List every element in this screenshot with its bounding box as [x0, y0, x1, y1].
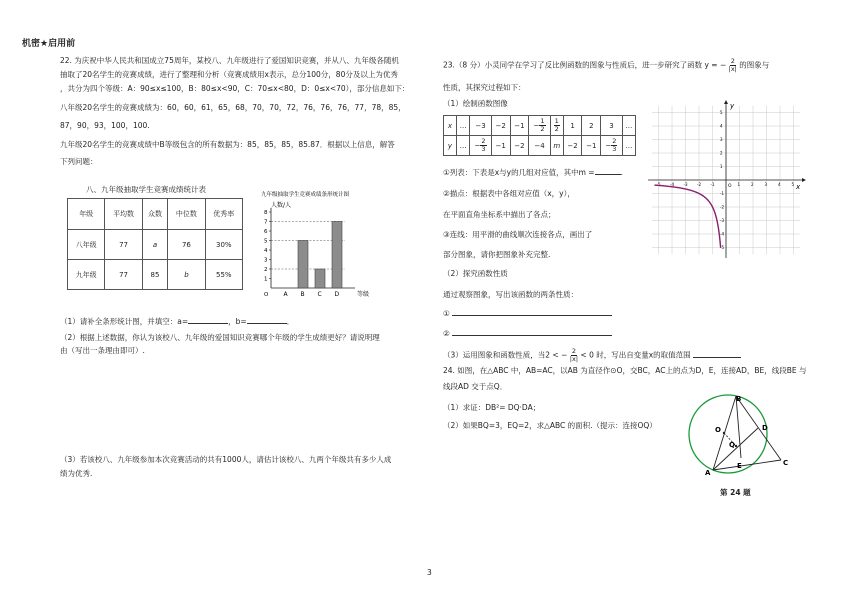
num: 1	[554, 117, 559, 125]
page-number: 3	[427, 568, 432, 577]
y-tick-label: 5	[720, 110, 723, 115]
q22-line-3: ，共分为四个等级：A：90≤x≤100，B：80≤x<90，C：70≤x<80，D：0≤x<70），部分信息如下：	[60, 84, 410, 93]
th-median: 中位数	[168, 199, 205, 230]
step3-a: （3）运用图象和函数性质，当2 < −	[443, 350, 568, 360]
circle-o	[689, 395, 767, 473]
part1-end: ．	[286, 317, 295, 326]
x-tick-label: C	[317, 291, 322, 298]
part1-a-label: （1）请补全条形统计图，并填空：a=	[60, 317, 189, 326]
cell: …	[622, 116, 635, 136]
graph-y-label: y	[730, 102, 735, 110]
th-grade: 年级	[68, 199, 105, 230]
cell: −2	[510, 136, 529, 156]
cell-neg-two-thirds	[470, 136, 492, 156]
fn-den: |x|	[728, 65, 737, 73]
cell-neg-half	[529, 116, 551, 136]
y-tick-label: 2	[720, 150, 723, 156]
circle-1: ①	[443, 309, 450, 318]
cell-neg-two-thirds	[601, 136, 623, 156]
cell: −3	[470, 116, 492, 136]
x-tick-label: 2	[751, 182, 754, 187]
x-header: x	[444, 116, 457, 136]
frac	[554, 118, 560, 133]
x-tick-label: A	[283, 291, 288, 298]
cell: −1	[491, 136, 510, 156]
part1-b-label: ，b=	[228, 317, 247, 326]
y-tick-label: 1	[264, 276, 268, 283]
fn-den: |x|	[569, 355, 579, 363]
q24-line-2: 线段AD 交于点Q．	[443, 382, 508, 391]
den: 2	[554, 125, 559, 133]
x-tick-label: D	[334, 291, 340, 298]
q22-line-1: 22. 为庆祝中华人民共和国成立75周年，某校八、九年级进行了爱国知识竞赛，并从八、九年级各随机	[60, 56, 399, 65]
cell: 55%	[205, 260, 242, 290]
property-1	[443, 309, 612, 319]
q22-line-5: 87，90，93，100，100.	[60, 121, 150, 130]
q22-line-6: 九年级20名学生的竞赛成绩中B等级包含的所有数据为：85，85，85，85.87．根据以上信息，解答	[60, 140, 395, 149]
q23-intro-b: 的图象与	[739, 60, 770, 70]
th-excellent-rate: 优秀率	[205, 199, 242, 230]
y-tick-label: 1	[720, 164, 723, 169]
fn-fraction	[570, 348, 578, 363]
q23-step2-title: （2）探究函数性质	[443, 269, 508, 278]
den: 3	[481, 145, 486, 153]
segment-be	[736, 396, 741, 458]
q23-line-text: ①列表：下表是x与y的几组对应值，其中m =	[443, 168, 595, 177]
label-d: D	[762, 424, 768, 432]
y-tick-label: 4	[264, 248, 268, 254]
q23-step1-title: （1）绘制函数图像	[443, 99, 508, 108]
bar-d	[332, 222, 342, 289]
label-e: E	[737, 462, 742, 470]
y-tick-label: -4	[720, 231, 724, 237]
q22-part3-line1: （3）若该校八、九年级参加本次竞赛活动的共有1000人，请估计该校八、九两个年级共有多少人成	[60, 455, 392, 464]
cell: 1	[563, 116, 582, 136]
blank-a	[188, 323, 228, 324]
bar-chart	[255, 186, 375, 298]
y-header: y	[444, 136, 457, 156]
blank-x-range	[693, 357, 741, 358]
minus: −	[474, 141, 481, 150]
segment-bc	[736, 396, 781, 460]
cell: …	[457, 136, 470, 156]
fn-num: 2	[571, 347, 576, 355]
q23-intro	[443, 58, 769, 73]
cell: 77	[105, 260, 142, 290]
x-tick-label: -2	[697, 182, 701, 187]
chart-origin: O	[264, 292, 269, 298]
property-2	[443, 329, 612, 339]
q23-step3	[443, 348, 741, 363]
label-c: C	[783, 459, 789, 467]
q22-line-7: 下列问题：	[60, 157, 98, 166]
q22-part2-line2: 由（写出一条理由即可）.	[60, 346, 145, 355]
cell: …	[622, 136, 635, 156]
q23-list-3: 在平面直角坐标系中描出了各点；	[443, 210, 556, 219]
q24-part2: （2）如果BQ=3，EQ=2，求△ABC 的面积.（提示：连接OQ）	[443, 421, 657, 430]
frac	[480, 138, 486, 153]
x-tick-label: -3	[683, 182, 688, 187]
bar-c	[315, 269, 325, 288]
frac	[539, 118, 545, 133]
graph-origin: O	[728, 184, 732, 189]
th-mean: 平均数	[105, 199, 142, 230]
num: 1	[540, 117, 545, 125]
x-tick-label: B	[300, 291, 305, 298]
y-tick-label: -1	[720, 191, 724, 196]
y-tick-label: 4	[720, 123, 723, 129]
q23-step2-text: 通过观察图象，写出该函数的两条性质：	[443, 290, 578, 299]
minus: −	[533, 121, 540, 130]
num: 2	[612, 137, 617, 145]
chart-title: 九年级抽取学生竞赛成绩条形统计图	[261, 192, 350, 198]
label-o: O	[715, 426, 721, 434]
y-tick-label: 6	[264, 229, 268, 235]
y-tick-label: 5	[264, 238, 268, 245]
x-tick-label: 3	[764, 182, 768, 187]
values-table	[443, 115, 636, 156]
step3-b: < 0 时，写出自变量x的取值范围	[580, 350, 691, 360]
x-arrow	[802, 178, 806, 182]
function-curve-left	[654, 185, 720, 247]
th-mode: 众数	[142, 199, 167, 230]
point-q	[735, 445, 737, 447]
blank-m	[595, 174, 621, 175]
bar-b	[298, 241, 308, 289]
q23-list-1: ①列表：下表是x与y的几组对应值，其中m = .	[443, 168, 623, 177]
blank-b	[247, 323, 287, 324]
cell: …	[457, 116, 470, 136]
frac	[611, 138, 617, 153]
q22-line-4: 八年级20名学生的竞赛成绩为：60，60，61，65，68，70，70，72，76，76，76，77，78，85，	[60, 103, 406, 112]
num: 2	[481, 137, 486, 145]
stats-table-title: 八、九年级抽取学生竞赛成绩统计表	[86, 185, 206, 194]
y-tick-label: 3	[720, 137, 723, 142]
label-a: A	[705, 469, 711, 477]
cell: 3	[601, 116, 623, 136]
cell: 30%	[205, 230, 242, 260]
cell: −4	[529, 136, 551, 156]
q22-part3-line2: 绩为优秀.	[60, 469, 93, 478]
cell: 八年级	[68, 230, 105, 260]
point-o	[723, 432, 725, 434]
fn-fraction	[729, 58, 737, 73]
confidential-header: 机密★启用前	[22, 39, 76, 49]
x-tick-label: 5	[791, 182, 795, 187]
blank-property-1	[452, 315, 612, 316]
x-tick-label: -4	[670, 182, 674, 187]
minus: −	[605, 141, 612, 150]
y-tick-label: -5	[720, 245, 724, 250]
blank-property-2	[452, 335, 612, 336]
cell: 85	[142, 260, 167, 290]
cell-half	[550, 116, 563, 136]
y-tick-label: 7	[264, 219, 268, 226]
q23-list-4: ③连线：用平滑的曲线顺次连接各点，画出了	[443, 230, 593, 239]
cell: −1	[582, 136, 601, 156]
q23-list-2: ②描点：根据表中各组对应值（x，y），	[443, 189, 575, 198]
x-tick-label: -1	[710, 182, 715, 187]
stats-table	[67, 198, 243, 290]
q22-line-2: 抽取了20名学生的竞赛成绩，进行了整理和分析（竞赛成绩用x表示，总分100分，80分及以上为优秀	[60, 70, 398, 79]
cell: 九年级	[68, 260, 105, 290]
cell: −1	[510, 116, 529, 136]
cell-m: m	[550, 136, 563, 156]
den: 3	[612, 145, 617, 153]
chart-ylabel: 人数/人	[271, 202, 292, 209]
cell: 2	[582, 116, 601, 136]
cell: a	[142, 230, 167, 260]
y-tick-label: 8	[264, 210, 268, 216]
y-tick-label: 3	[264, 257, 268, 264]
x-tick-label: 4	[778, 182, 781, 187]
q24-part1: （1）求证：DB²= DQ·DA；	[443, 403, 541, 412]
x-tick-label: 1	[737, 182, 741, 187]
fn-num: 2	[730, 57, 735, 65]
graph-x-label: x	[796, 183, 801, 191]
cell: 76	[168, 230, 205, 260]
y-tick-label: -3	[720, 218, 724, 223]
den: 2	[540, 125, 545, 133]
cell: −2	[563, 136, 582, 156]
label-b: B	[736, 395, 742, 403]
y-tick-label: -2	[720, 204, 724, 210]
y-arrow	[724, 100, 728, 104]
cell: b	[168, 260, 205, 290]
q23-list-5: 部分图象，请你把图象补充完整.	[443, 250, 551, 259]
geometry-figure	[685, 390, 795, 480]
label-q: Q	[729, 441, 735, 449]
y-tick-label: 2	[264, 267, 268, 273]
q22-part2-line1: （2）根据上述数据，你认为该校八、九年级的爱国知识竞赛哪个年级的学生成绩更好？请说明理	[60, 333, 380, 342]
cell: 77	[105, 230, 142, 260]
x-tick-label: -5	[656, 182, 661, 187]
chart-xlabel: 等级	[357, 291, 370, 298]
q23-intro-c: 性质，其探究过程如下：	[443, 83, 526, 92]
cell: −2	[491, 116, 510, 136]
q23-intro-a: 23.（8 分）小灵同学在学习了反比例函数的图象与性质后，进一步研究了函数 y = −	[443, 60, 727, 70]
q24-line-1: 24. 如图，在△ABC 中，AB=AC，以AB 为直径作⊙O，交BC，AC上的点为D，E，连接AD，BE，线段BE 与	[443, 366, 807, 375]
circle-2: ②	[443, 329, 450, 338]
figure-caption: 第 24 题	[720, 488, 751, 497]
q22-part1	[60, 317, 294, 327]
coordinate-graph	[646, 100, 806, 260]
